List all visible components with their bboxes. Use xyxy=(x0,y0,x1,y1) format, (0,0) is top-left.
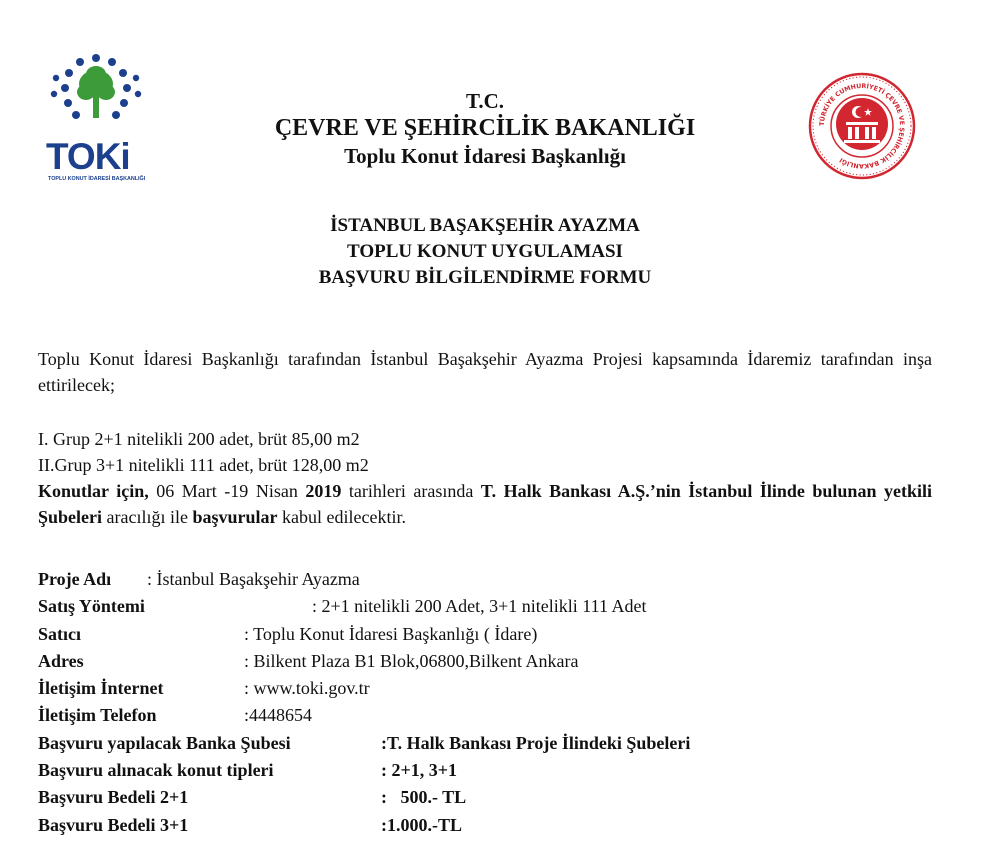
info-key: Başvuru alınacak konut tipleri xyxy=(38,760,274,781)
info-value: : İstanbul Başakşehir Ayazma xyxy=(138,569,360,589)
info-row-fee-3-1 xyxy=(38,812,938,839)
info-value: : 500.- TL xyxy=(381,787,467,808)
info-row-phone xyxy=(38,702,938,729)
header-toki: Toplu Konut İdaresi Başkanlığı xyxy=(344,144,626,168)
info-key: Satış Yöntemi xyxy=(38,596,145,617)
info-row-seller xyxy=(38,621,938,648)
group-item-2: II.Grup 3+1 nitelikli 111 adet, brüt 128,00 m2 xyxy=(38,455,369,475)
form-title xyxy=(200,213,770,291)
info-key: İletişim Telefon xyxy=(38,705,157,726)
info-row-bank-branch xyxy=(38,730,938,757)
info-value: : www.toki.gov.tr xyxy=(244,678,370,699)
info-key: Satıcı xyxy=(38,623,81,644)
info-key: Proje Adı xyxy=(38,569,112,589)
announcement-text-2: aracılığı ile xyxy=(102,507,193,527)
header-ministry: ÇEVRE VE ŞEHİRCİLİK BAKANLIĞI xyxy=(274,115,696,141)
document-header xyxy=(200,88,770,170)
info-value: :1.000.-TL xyxy=(381,814,462,835)
announcement-year: 2019 xyxy=(305,481,342,501)
title-line-1: İSTANBUL BAŞAKŞEHİR AYAZMA xyxy=(330,215,640,236)
info-row-fee-2-1 xyxy=(38,784,938,811)
info-key: Başvuru Bedeli 2+1 xyxy=(38,787,189,808)
ministry-seal-icon xyxy=(808,72,916,180)
title-line-2: TOPLU KONUT UYGULAMASI xyxy=(347,241,623,262)
info-table xyxy=(38,566,938,839)
announcement-paragraph xyxy=(38,478,932,530)
announcement-applications: başvurular xyxy=(192,507,278,527)
info-row-unit-types xyxy=(38,757,938,784)
info-value: :4448654 xyxy=(244,705,313,726)
announcement-text-3: kabul edilecektir. xyxy=(277,507,406,527)
info-key: Başvuru Bedeli 3+1 xyxy=(38,814,189,835)
info-value: : Bilkent Plaza B1 Blok,06800,Bilkent Ankara xyxy=(244,650,579,671)
title-line-3: BAŞVURU BİLGİLENDİRME FORMU xyxy=(318,267,652,288)
group-item-1: I. Grup 2+1 nitelikli 200 adet, brüt 85,00 m2 xyxy=(38,429,360,449)
seal-ring-text: TÜRKİYE CUMHURİYETİ ÇEVRE VE ŞEHİRCİLİK BAKANLIĞI xyxy=(818,82,906,170)
announcement-lead: Konutlar için, xyxy=(38,481,149,501)
header-tc: T.C. xyxy=(465,89,505,113)
groups-section xyxy=(38,426,932,530)
info-key: Adres xyxy=(38,650,84,671)
info-key: Başvuru yapılacak Banka Şubesi xyxy=(38,732,291,753)
info-value: : 2+1, 3+1 xyxy=(381,760,458,781)
info-key: İletişim İnternet xyxy=(38,678,164,699)
info-value: :T. Halk Bankası Proje İlindeki Şubeleri xyxy=(381,732,691,753)
toki-tree-icon xyxy=(46,52,146,136)
info-value: : 2+1 nitelikli 200 Adet, 3+1 nitelikli 111 Adet xyxy=(312,596,647,617)
info-row-internet xyxy=(38,675,938,702)
announcement-bank: T. Halk Bankası A.Ş.’nin İstanbul İlinde bulunan yetkili Şubeleri xyxy=(38,481,932,527)
info-row-address xyxy=(38,648,938,675)
ministry-seal xyxy=(808,72,916,180)
toki-subtitle: TOPLU KONUT İDARESİ BAŞKANLIĞI xyxy=(48,176,146,182)
toki-logo xyxy=(46,52,146,187)
announcement-text-1: tarihleri arasında xyxy=(341,481,481,501)
announcement-dates: 06 Mart -19 Nisan xyxy=(148,481,306,501)
info-value: : Toplu Konut İdaresi Başkanlığı ( İdare) xyxy=(244,623,538,644)
info-row-sales-method xyxy=(38,593,938,620)
toki-wordmark: TOKi xyxy=(46,136,130,177)
intro-paragraph: Toplu Konut İdaresi Başkanlığı tarafından İstanbul Başakşehir Ayazma Projesi kapsamında İdaremiz tarafından inşa ettirilecek; xyxy=(38,349,932,395)
info-row-project xyxy=(38,566,938,593)
